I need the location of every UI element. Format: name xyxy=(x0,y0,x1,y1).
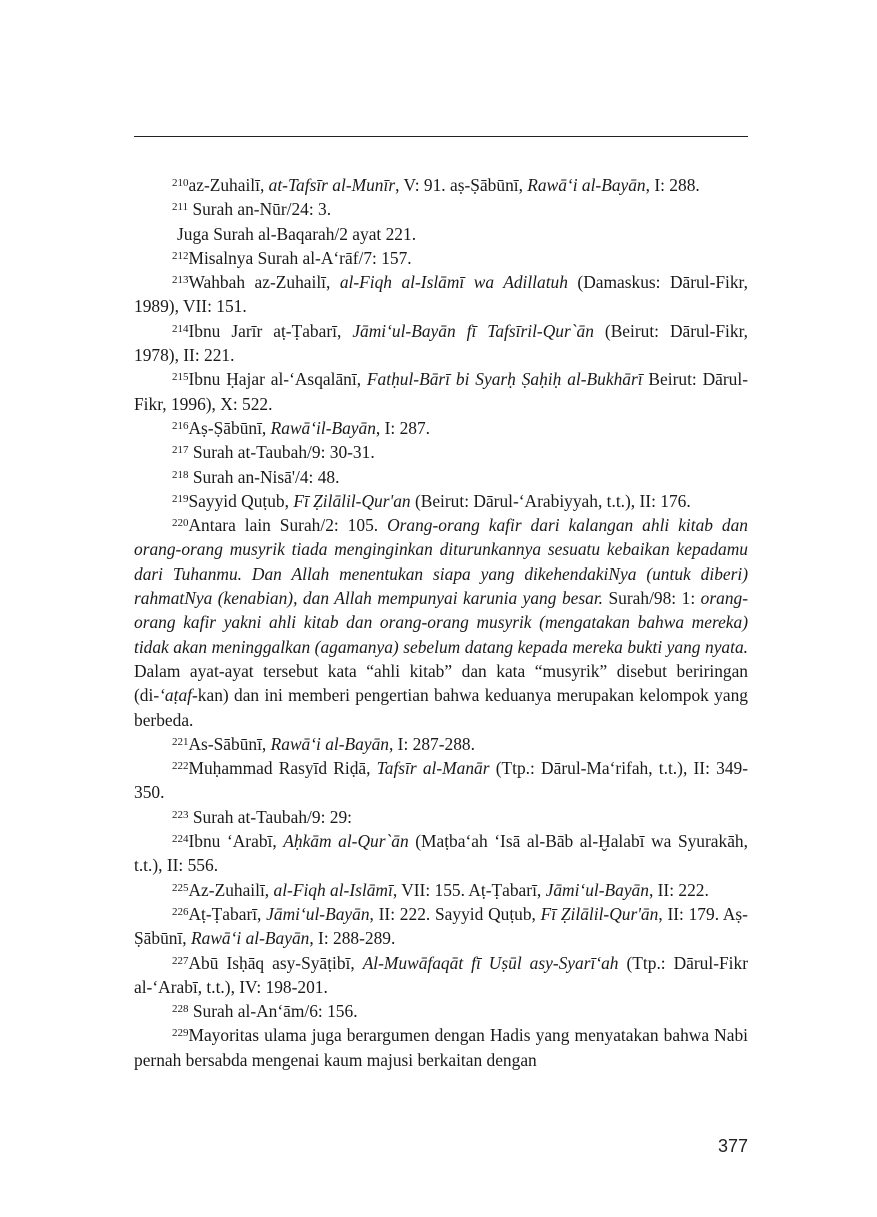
footnote-text: (Damaskus: Dārul-Fikr, 1989), VII: 151. xyxy=(134,272,749,317)
footnote-text: Abū Isḥāq asy-Syāṭibī, xyxy=(188,952,363,973)
footnote-text: , VII: 155. Aṭ-Ṭabarī, xyxy=(392,879,546,900)
footnote xyxy=(134,319,748,368)
footnote-text: Surah/98: 1: xyxy=(603,588,701,609)
footnote-italic-text: Jāmi‘ul-Bayān fī Tafsīril-Qur`ān xyxy=(352,320,594,341)
footnote-text: Beirut: Dārul-Fikr, 1996), X: 522. xyxy=(134,369,748,414)
page-number: 377 xyxy=(717,1136,748,1156)
footnote-separator-rule xyxy=(134,136,748,137)
footnote xyxy=(134,416,748,440)
footnote-italic-text: Fī Ẓilālil-Qur'ān xyxy=(540,903,659,924)
footnote-text: Surah an-Nūr/24: 3. xyxy=(188,199,332,220)
footnote-text: Antara lain Surah/2: 105. xyxy=(188,515,388,536)
footnote-italic-text: Orang-orang kafir dari kalangan ahli kitab dan orang-orang musyrik tiada menginginkan diturunkannya sesuatu kebaikan kepadamu dari Tuhanmu. Dan Allah menentukan siapa yang dikehendakiNya (untuk diberi) rahmatNya (kenabian), dan Allah mempunyai karunia yang besar. xyxy=(134,515,748,609)
footnote-number: 221 xyxy=(172,735,189,748)
footnote-number: 225 xyxy=(172,881,189,894)
footnote-italic-text: orang-orang kafir yakni ahli kitab dan orang-orang musyrik (mengatakan bahwa mereka) tidak akan meninggalkan (agamanya) sebelum datang kepada mereka bukti yang nyata. xyxy=(134,588,749,657)
footnote-number: 219 xyxy=(172,492,189,505)
footnote-text: Sayyid Quṭub, xyxy=(188,490,294,511)
footnote-number: 224 xyxy=(172,833,189,846)
footnote xyxy=(134,999,748,1023)
footnote-number: 216 xyxy=(172,419,189,432)
footnote-text: Aṭ-Ṭabarī, xyxy=(188,903,267,924)
footnote-text: Ibnu Jarīr aṭ-Ṭabarī, xyxy=(188,320,353,341)
footnote-text: Muḥammad Rasyīd Riḍā, xyxy=(188,758,377,779)
footnote-text: (Maṭba‘ah ‘Isā al-Bāb al-Ḫalabī wa Syurakāh, t.t.), II: 556. xyxy=(134,831,748,876)
footnotes-block xyxy=(134,173,748,1072)
footnote-text: -kan) dan ini memberi pengertian bahwa keduanya merupakan kelompok yang berbeda. xyxy=(134,685,748,730)
footnote xyxy=(134,878,748,902)
footnote xyxy=(134,222,748,246)
footnote-text: , II: 222. Sayyid Quṭub, xyxy=(369,903,541,924)
footnote-italic-text: Rawā‘i al-Bayān xyxy=(270,733,389,754)
footnote-text: , II: 179. Aṣ-Ṣābūnī, xyxy=(134,903,748,949)
footnote-text: az-Zuhailī, xyxy=(188,175,269,195)
footnote-number: 227 xyxy=(172,954,189,967)
footnote-italic-text: ‘aṭaf xyxy=(159,685,192,706)
footnote-text: , II: 222. xyxy=(648,879,709,900)
footnote xyxy=(134,756,748,805)
footnote-text: Surah an-Nisā'/4: 48. xyxy=(188,466,340,487)
footnote xyxy=(134,829,748,878)
footnote-text: (Ttp.: Dārul-Ma‘rifah, t.t.), II: 349-350. xyxy=(134,758,748,803)
footnote-number: 215 xyxy=(172,371,189,384)
footnote-text: Surah at-Taubah/9: 29: xyxy=(188,806,352,827)
footnote xyxy=(134,732,748,756)
footnote-number: 218 xyxy=(172,468,189,481)
footnote xyxy=(134,246,748,270)
footnote-text: Ibnu ‘Arabī, xyxy=(188,831,284,852)
footnote-italic-text: Rawā‘i al-Bayān xyxy=(527,175,646,195)
footnote-number: 226 xyxy=(172,905,189,918)
footnote-italic-text: Rawā‘i al-Bayān xyxy=(191,928,310,949)
footnote-text: Ibnu Ḥajar al-‘Asqalānī, xyxy=(188,369,367,390)
footnote-italic-text: at-Tafsīr al-Munīr xyxy=(268,175,396,195)
footnote-text: , I: 287. xyxy=(375,417,431,438)
footnote-italic-text: Al-Muwāfaqāt fī Uṣūl asy-Syarī‘ah xyxy=(362,952,619,973)
footnote-italic-text: al-Fiqh al-Islāmī wa Adillatuh xyxy=(339,272,568,293)
footnote-number: 212 xyxy=(172,249,189,262)
footnote-number: 210 xyxy=(172,177,189,189)
footnote xyxy=(134,1023,748,1072)
footnote-number: 217 xyxy=(172,444,189,457)
footnote-italic-text: Aḥkām al-Qur`ān xyxy=(283,831,409,852)
footnote xyxy=(134,197,748,221)
footnote-text: Mayoritas ulama juga berargumen dengan Hadis yang menyatakan bahwa Nabi pernah bersabda mengenai kaum majusi berkaitan dengan xyxy=(134,1025,748,1070)
footnote xyxy=(134,367,748,416)
footnote xyxy=(134,513,748,732)
footnote-number: 223 xyxy=(172,808,189,821)
footnote-number: 222 xyxy=(172,760,189,773)
footnote xyxy=(134,805,748,829)
footnote-number: 213 xyxy=(172,274,189,287)
footnote-italic-text: Jāmi‘ul-Bayān xyxy=(545,879,649,900)
footnote-text: As-Sābūnī, xyxy=(188,733,271,754)
footnote-number: 220 xyxy=(172,517,189,530)
footnote xyxy=(134,440,748,464)
footnote xyxy=(134,270,748,319)
footnote-italic-text: Rawā‘il-Bayān xyxy=(270,417,376,438)
footnote-text: Az-Zuhailī, xyxy=(188,879,274,900)
footnote-text: Wahbah az-Zuhailī, xyxy=(188,272,340,293)
footnote-text: Juga Surah al-Baqarah/2 ayat 221. xyxy=(177,223,417,244)
footnote-text: Aṣ-Ṣābūnī, xyxy=(188,417,271,438)
footnote-italic-text: Fatḥul-Bārī bi Syarḥ Ṣaḥiḥ al-Bukhārī xyxy=(366,369,643,390)
footnote-number: 211 xyxy=(172,201,189,214)
footnote-text: (Beirut: Dārul-Fikr, 1978), II: 221. xyxy=(134,320,749,366)
footnote-italic-text: Tafsīr al-Manār xyxy=(376,758,490,779)
footnote-number: 229 xyxy=(172,1027,189,1040)
footnote-text: , I: 288-289. xyxy=(309,928,396,949)
footnote xyxy=(134,465,748,489)
footnote-text: , I: 287-288. xyxy=(388,733,475,754)
footnote-italic-text: Jāmi‘ul-Bayān xyxy=(266,903,370,924)
footnote-text: Surah al-An‘ām/6: 156. xyxy=(188,1001,358,1022)
footnote-number: 228 xyxy=(172,1003,189,1016)
footnote-text: Misalnya Surah al-A‘rāf/7: 157. xyxy=(188,247,412,268)
footnote-text: , I: 288. xyxy=(645,175,700,195)
footnote xyxy=(134,489,748,513)
footnote-italic-text: Fī Ẓilālil-Qur'an xyxy=(293,490,411,511)
footnote xyxy=(134,902,748,951)
footnote-number: 214 xyxy=(172,322,189,335)
footnote-italic-text: al-Fiqh al-Islāmī xyxy=(273,879,393,900)
footnote-text: Surah at-Taubah/9: 30-31. xyxy=(188,442,375,463)
footnote xyxy=(134,173,748,197)
footnote-text: , V: 91. aṣ-Ṣābūnī, xyxy=(395,175,528,195)
footnote-text: Dalam ayat-ayat tersebut kata “ahli kitab” dan kata “musyrik” disebut beriringan (di- xyxy=(134,660,748,706)
footnote xyxy=(134,951,748,1000)
footnote-text: (Ttp.: Dārul-Fikr al-‘Arabī, t.t.), IV: 198-201. xyxy=(134,952,748,997)
footnote-text: (Beirut: Dārul-‘Arabiyyah, t.t.), II: 176. xyxy=(410,490,691,511)
